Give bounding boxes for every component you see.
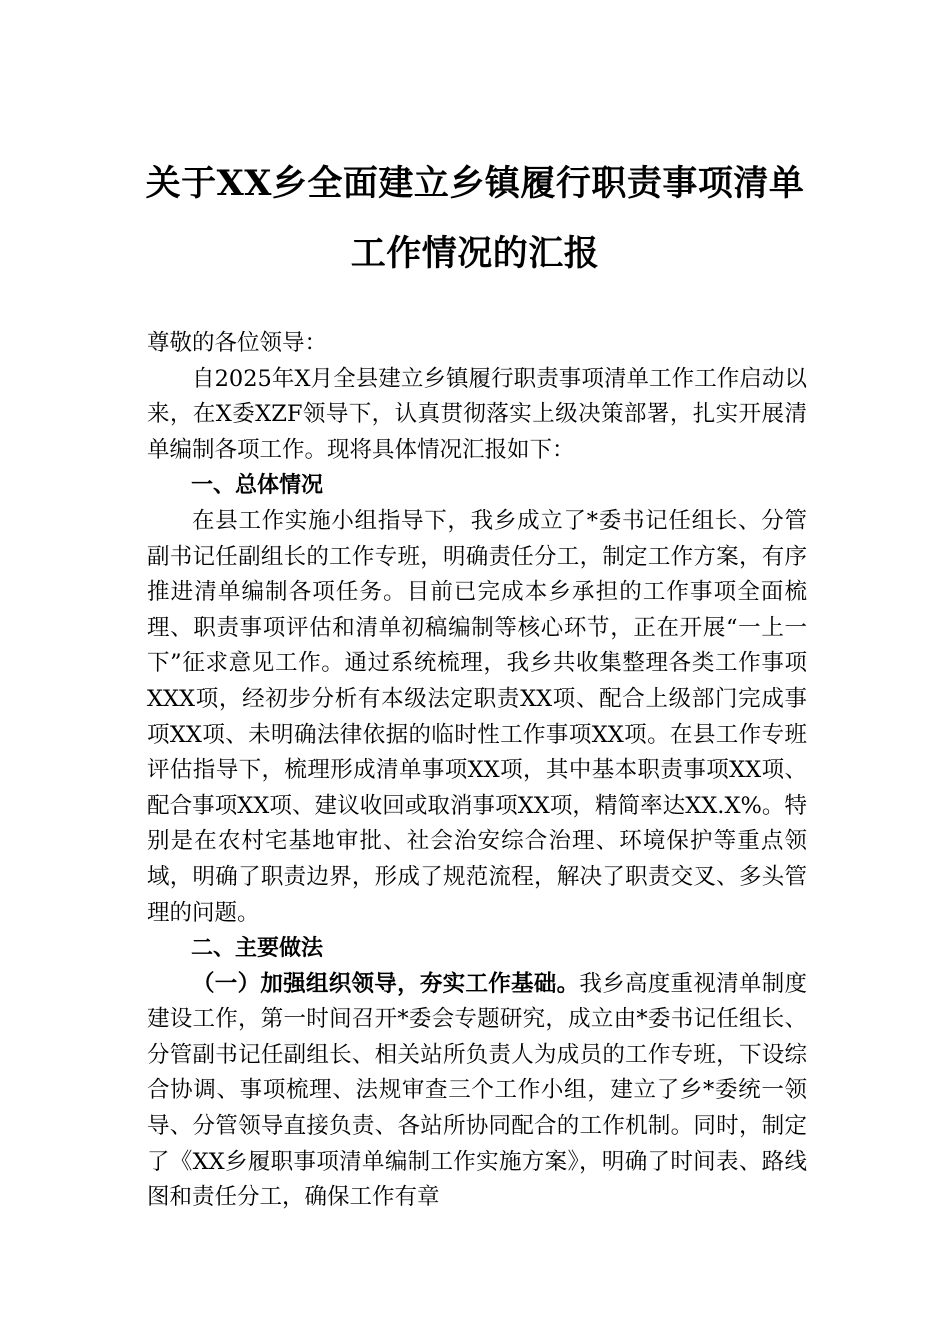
document-title-line-2: 工作情况的汇报: [350, 233, 600, 274]
section-2-heading: 二、主要做法: [191, 936, 324, 962]
salutation: 尊敬的各位领导：: [147, 330, 328, 356]
section-2-sub-1-body: 我乡高度重视清单制度建设工作，第一时间召开*委会专题研究，成立由*委书记任组长、分管副书记任副组长、相关站所负责人为成员的工作专班，下设综合协调、事项梳理、法规审查三个工作小组，建立了乡*委统一领导、分管领导直接负责、各站所协同配合的工作机制。同时，制定了《XX乡履职事项清单编制工作实施方案》，明确了时间表、路线图和责任分工，确保工作有章: [147, 970, 807, 1211]
section-1-heading: 一、总体情况: [191, 473, 324, 499]
document-title-line-1: 关于XX乡全面建立乡镇履行职责事项清单: [145, 163, 805, 204]
intro-paragraph: 自2025年X月全县建立乡镇履行职责事项清单工作工作启动以来，在X委XZF领导下，认真贯彻落实上级决策部署，扎实开展清单编制各项工作。现将具体情况汇报如下：: [147, 365, 807, 463]
section-2-sub-1-heading: （一）加强组织领导，夯实工作基础。: [192, 970, 580, 997]
document-body: [147, 326, 807, 1216]
section-1-paragraph: 在县工作实施小组指导下，我乡成立了*委书记任组长、分管副书记任副组长的工作专班，明确责任分工，制定工作方案，有序推进清单编制各项任务。目前已完成本乡承担的工作事项全面梳理、职责事项评估和清单初稿编制等核心环节，正在开展“一上一下”征求意见工作。通过系统梳理，我乡共收集整理各类工作事项XXX项，经初步分析有本级法定职责XX项、配合上级部门完成事项XX项、未明确法律依据的临时性工作事项XX项。在县工作专班评估指导下，梳理形成清单事项XX项，其中基本职责事项XX项、配合事项XX项、建议收回或取消事项XX项，精简率达XX.X%。特别是在农村宅基地审批、社会治安综合治理、环境保护等重点领域，明确了职责边界，形成了规范流程，解决了职责交叉、多头管理的问题。: [147, 507, 807, 926]
section-2-sub-1-paragraph: [147, 967, 807, 1216]
